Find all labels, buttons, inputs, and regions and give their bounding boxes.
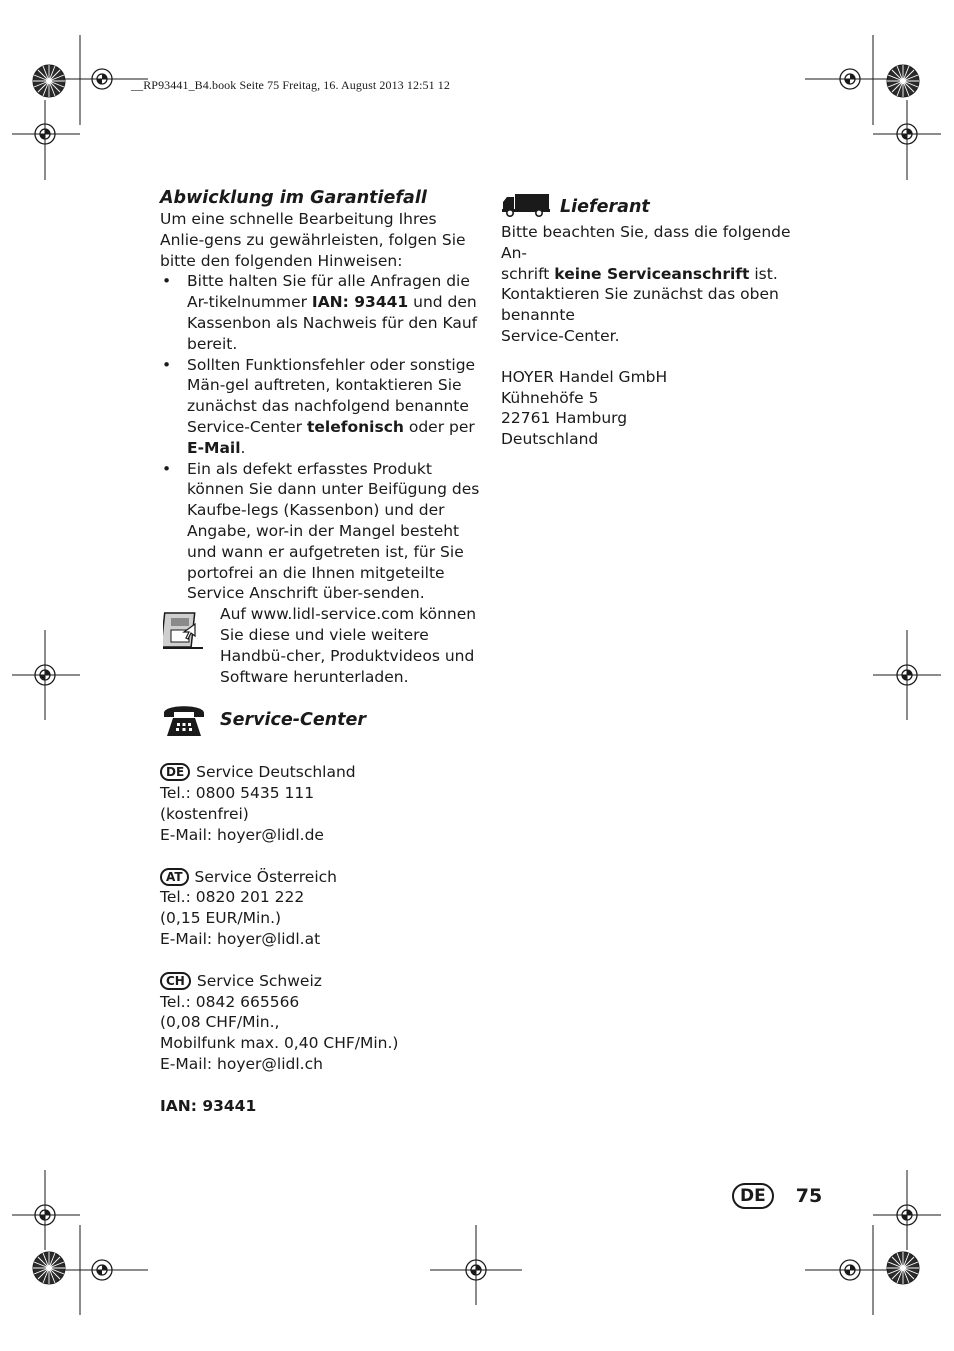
service-ch-note: (0,08 CHF/Min., <box>160 1013 280 1032</box>
address-line: Kühnehöfe 5 <box>501 388 599 407</box>
no-service-address-bold: keine Serviceanschrift <box>554 264 750 283</box>
ian-footer: IAN: 93441 <box>160 1096 257 1115</box>
bullet3-text: Ein als defekt erfasstes Produkt können Sie dann unter Beifügung des Kaufbe-legs (Kassenbon) und der Angabe, wor-in der Mangel besteht und wann er aufgetreten ist, für Sie portofrei an die Ihnen mitgeteilte Service Anschrift über-senden. <box>187 459 480 603</box>
warranty-steps <box>160 271 485 604</box>
list-item <box>160 271 485 354</box>
service-heading-row <box>160 701 485 743</box>
service-at-tel: Tel.: 0820 201 222 <box>160 888 305 907</box>
service-ch-tel: Tel.: 0842 665566 <box>160 992 300 1011</box>
supplier-line2 <box>501 264 821 285</box>
bullet2-text: Sollten Funktionsfehler oder sonstige Män-gel auftreten, kontaktieren Sie zunächst das nachfolgend benannte Service-Center <box>187 355 476 436</box>
supplier-heading-row <box>501 193 821 219</box>
address-line: Deutschland <box>501 430 599 449</box>
supplier-heading: Lieferant <box>560 197 650 217</box>
download-note-block <box>160 604 485 687</box>
address-line: 22761 Hamburg <box>501 409 628 428</box>
bullet: • <box>162 272 172 291</box>
service-at-note: (0,15 EUR/Min.) <box>160 909 282 928</box>
service-ch-note2: Mobilfunk max. 0,40 CHF/Min.) <box>160 1034 399 1053</box>
supplier-line1: Bitte beachten Sie, dass die folgende An- <box>501 223 791 262</box>
at-badge: AT <box>160 868 189 886</box>
warranty-heading: Abwicklung im Garantiefall <box>160 188 427 208</box>
right-column <box>501 193 821 450</box>
service-center-heading: Service-Center <box>220 710 367 731</box>
bullet: • <box>162 459 172 478</box>
print-header: __RP93441_B4.book Seite 75 Freitag, 16. August 2013 12:51 12 <box>131 78 451 92</box>
service-at-email: E-Mail: hoyer@lidl.at <box>160 929 321 948</box>
supplier-line4: Service-Center. <box>501 326 620 345</box>
address-line: HOYER Handel GmbH <box>501 367 668 386</box>
bullet2-text-end: . <box>240 438 246 457</box>
supplier-address <box>501 367 821 450</box>
supplier-line2-pre: schrift <box>501 264 555 283</box>
warranty-intro: Um eine schnelle Bearbeitung Ihres Anlie-gens zu gewährleisten, folgen Sie bitte den folgenden Hinweisen: <box>160 210 466 270</box>
page-number: 75 <box>795 1185 823 1207</box>
service-de-email: E-Mail: hoyer@lidl.de <box>160 825 324 844</box>
email-bold: E-Mail <box>187 438 241 457</box>
telephone-icon <box>161 701 207 739</box>
service-de <box>160 762 485 845</box>
supplier-line3: Kontaktieren Sie zunächst das oben benannte <box>501 285 779 325</box>
ch-badge: CH <box>160 972 191 990</box>
bullet2-text-mid: oder per <box>403 417 475 436</box>
service-ch-name: Service Schweiz <box>196 971 322 990</box>
service-ch <box>160 971 485 1075</box>
service-at-name: Service Österreich <box>194 867 337 886</box>
language-badge: DE <box>732 1183 774 1209</box>
service-de-note: (kostenfrei) <box>160 804 249 823</box>
de-badge: DE <box>160 763 190 781</box>
service-de-tel: Tel.: 0800 5435 111 <box>160 784 315 803</box>
list-item <box>160 355 485 459</box>
truck-icon <box>501 193 551 217</box>
telefonisch-bold: telefonisch <box>306 417 404 436</box>
page-footer <box>732 1183 822 1209</box>
service-ch-email: E-Mail: hoyer@lidl.ch <box>160 1054 323 1073</box>
manual-download-icon <box>163 610 209 650</box>
left-column <box>160 187 485 1116</box>
bullet: • <box>162 355 172 374</box>
download-note: Auf www.lidl-service.com können Sie diese und viele weitere Handbü-cher, Produktvideos und Software herunterladen. <box>220 605 477 686</box>
supplier-line2-post: ist. <box>749 264 778 283</box>
list-item <box>160 459 485 605</box>
service-de-name: Service Deutschland <box>196 763 356 782</box>
service-at <box>160 867 485 950</box>
bullet1-text-end: und den Kassenbon als Nachweis für den Kauf bereit. <box>187 293 478 353</box>
bullet1-text: Bitte halten Sie für alle Anfragen die Ar-tikelnummer <box>187 272 470 312</box>
ian-inline: IAN: 93441 <box>311 293 409 312</box>
